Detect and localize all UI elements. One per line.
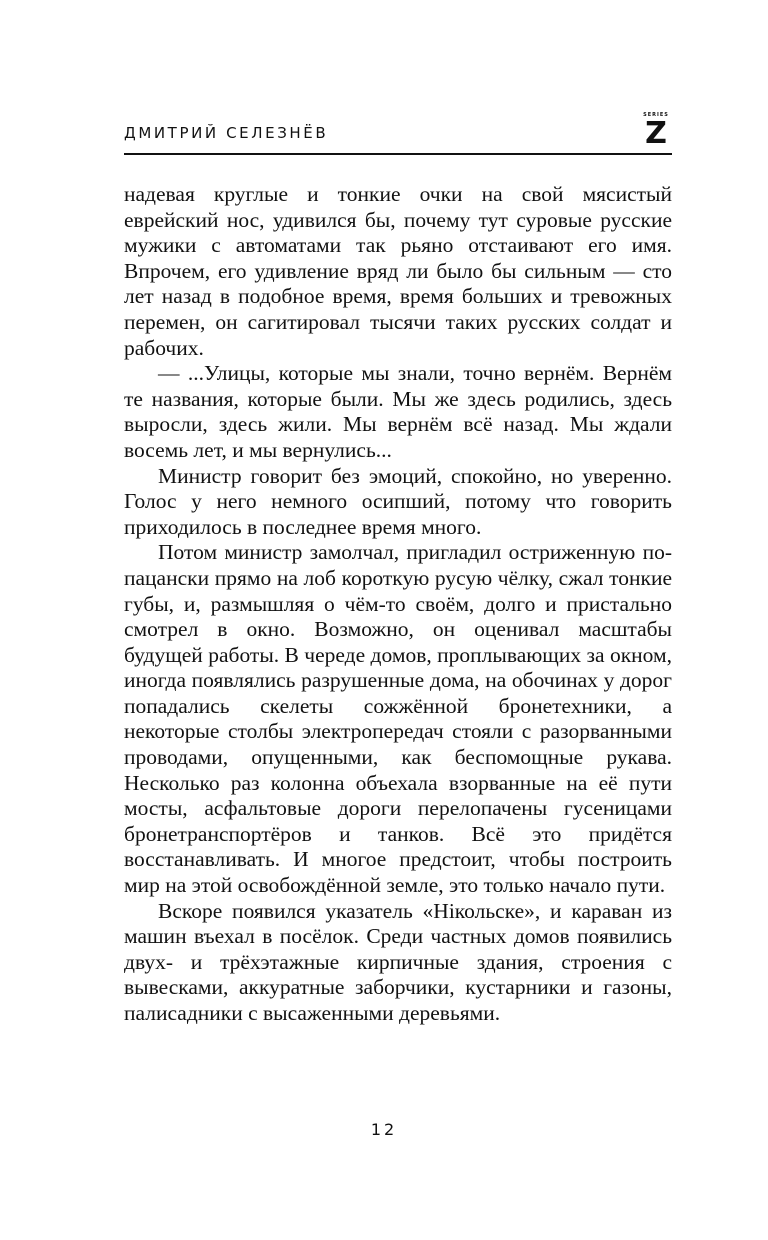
series-logo-letter: Z: [645, 116, 667, 151]
body-text: [124, 182, 672, 1027]
running-header: [124, 112, 672, 156]
author-name: ДМИТРИЙ СЕЛЕЗНЁВ: [124, 124, 329, 142]
page-number: 12: [370, 1120, 398, 1139]
paragraph-arrival: Вскоре появился указатель «Нікольске», и караван из машин въехал в посёлок. Среди частных домов появились двух- и трёхэтажные кирпичные здания, строения с вывесками, аккуратные заборчики, кустарники и газоны, палисадники с высаженными деревьями.: [124, 898, 672, 1025]
paragraph-continuation: надевая круглые и тонкие очки на свой мясистый еврейский нос, удивился бы, почему тут суровые русские мужики с автоматами так рьяно отстаивают его имя. Впрочем, его удивление вряд ли было бы сильным — сто лет назад в подобное время, время больших и тревожных перемен, он сагитировал тысячи таких русских солдат и рабочих.: [124, 182, 672, 360]
paragraph-minister-voice: Министр говорит без эмоций, спокойно, но уверенно. Голос у него немного осипший, потому что говорить приходилось в последнее время много.: [124, 463, 672, 539]
series-z-logo: [642, 112, 670, 152]
paragraph-quote: — ...Улицы, которые мы знали, точно вернём. Вернём те названия, которые были. Мы же здесь родились, здесь выросли, здесь жили. Мы вернём всё назад. Мы ждали восемь лет, и мы вернулись...: [124, 361, 672, 462]
paragraph-window-view: Потом министр замолчал, пригладил остриженную по-пацански прямо на лоб короткую русую чёлку, сжал тонкие губы, и, размышляя о чём-то своём, долго и пристально смотрел в окно. Возможно, он оценивал масштабы будущей работы. В череде домов, проплывающих за окном, иногда появлялись разрушенные дома, на обочинах у дорог попадались скелеты сожжённой бронетехники, а некоторые столбы электропередач стояли с разорванными проводами, опущенными, как беспомощные рукава. Несколько раз колонна объехала взорванные на её пути мосты, асфальтовые дороги перелопачены гусеницами бронетранспортёров и танков. Всё это придётся восстанавливать. И многое предстоит, чтобы построить мир на этой освобождённой земле, это только начало пути.: [124, 540, 672, 898]
header-rule: [124, 153, 672, 155]
series-logo-tag: SERIES: [643, 112, 669, 118]
